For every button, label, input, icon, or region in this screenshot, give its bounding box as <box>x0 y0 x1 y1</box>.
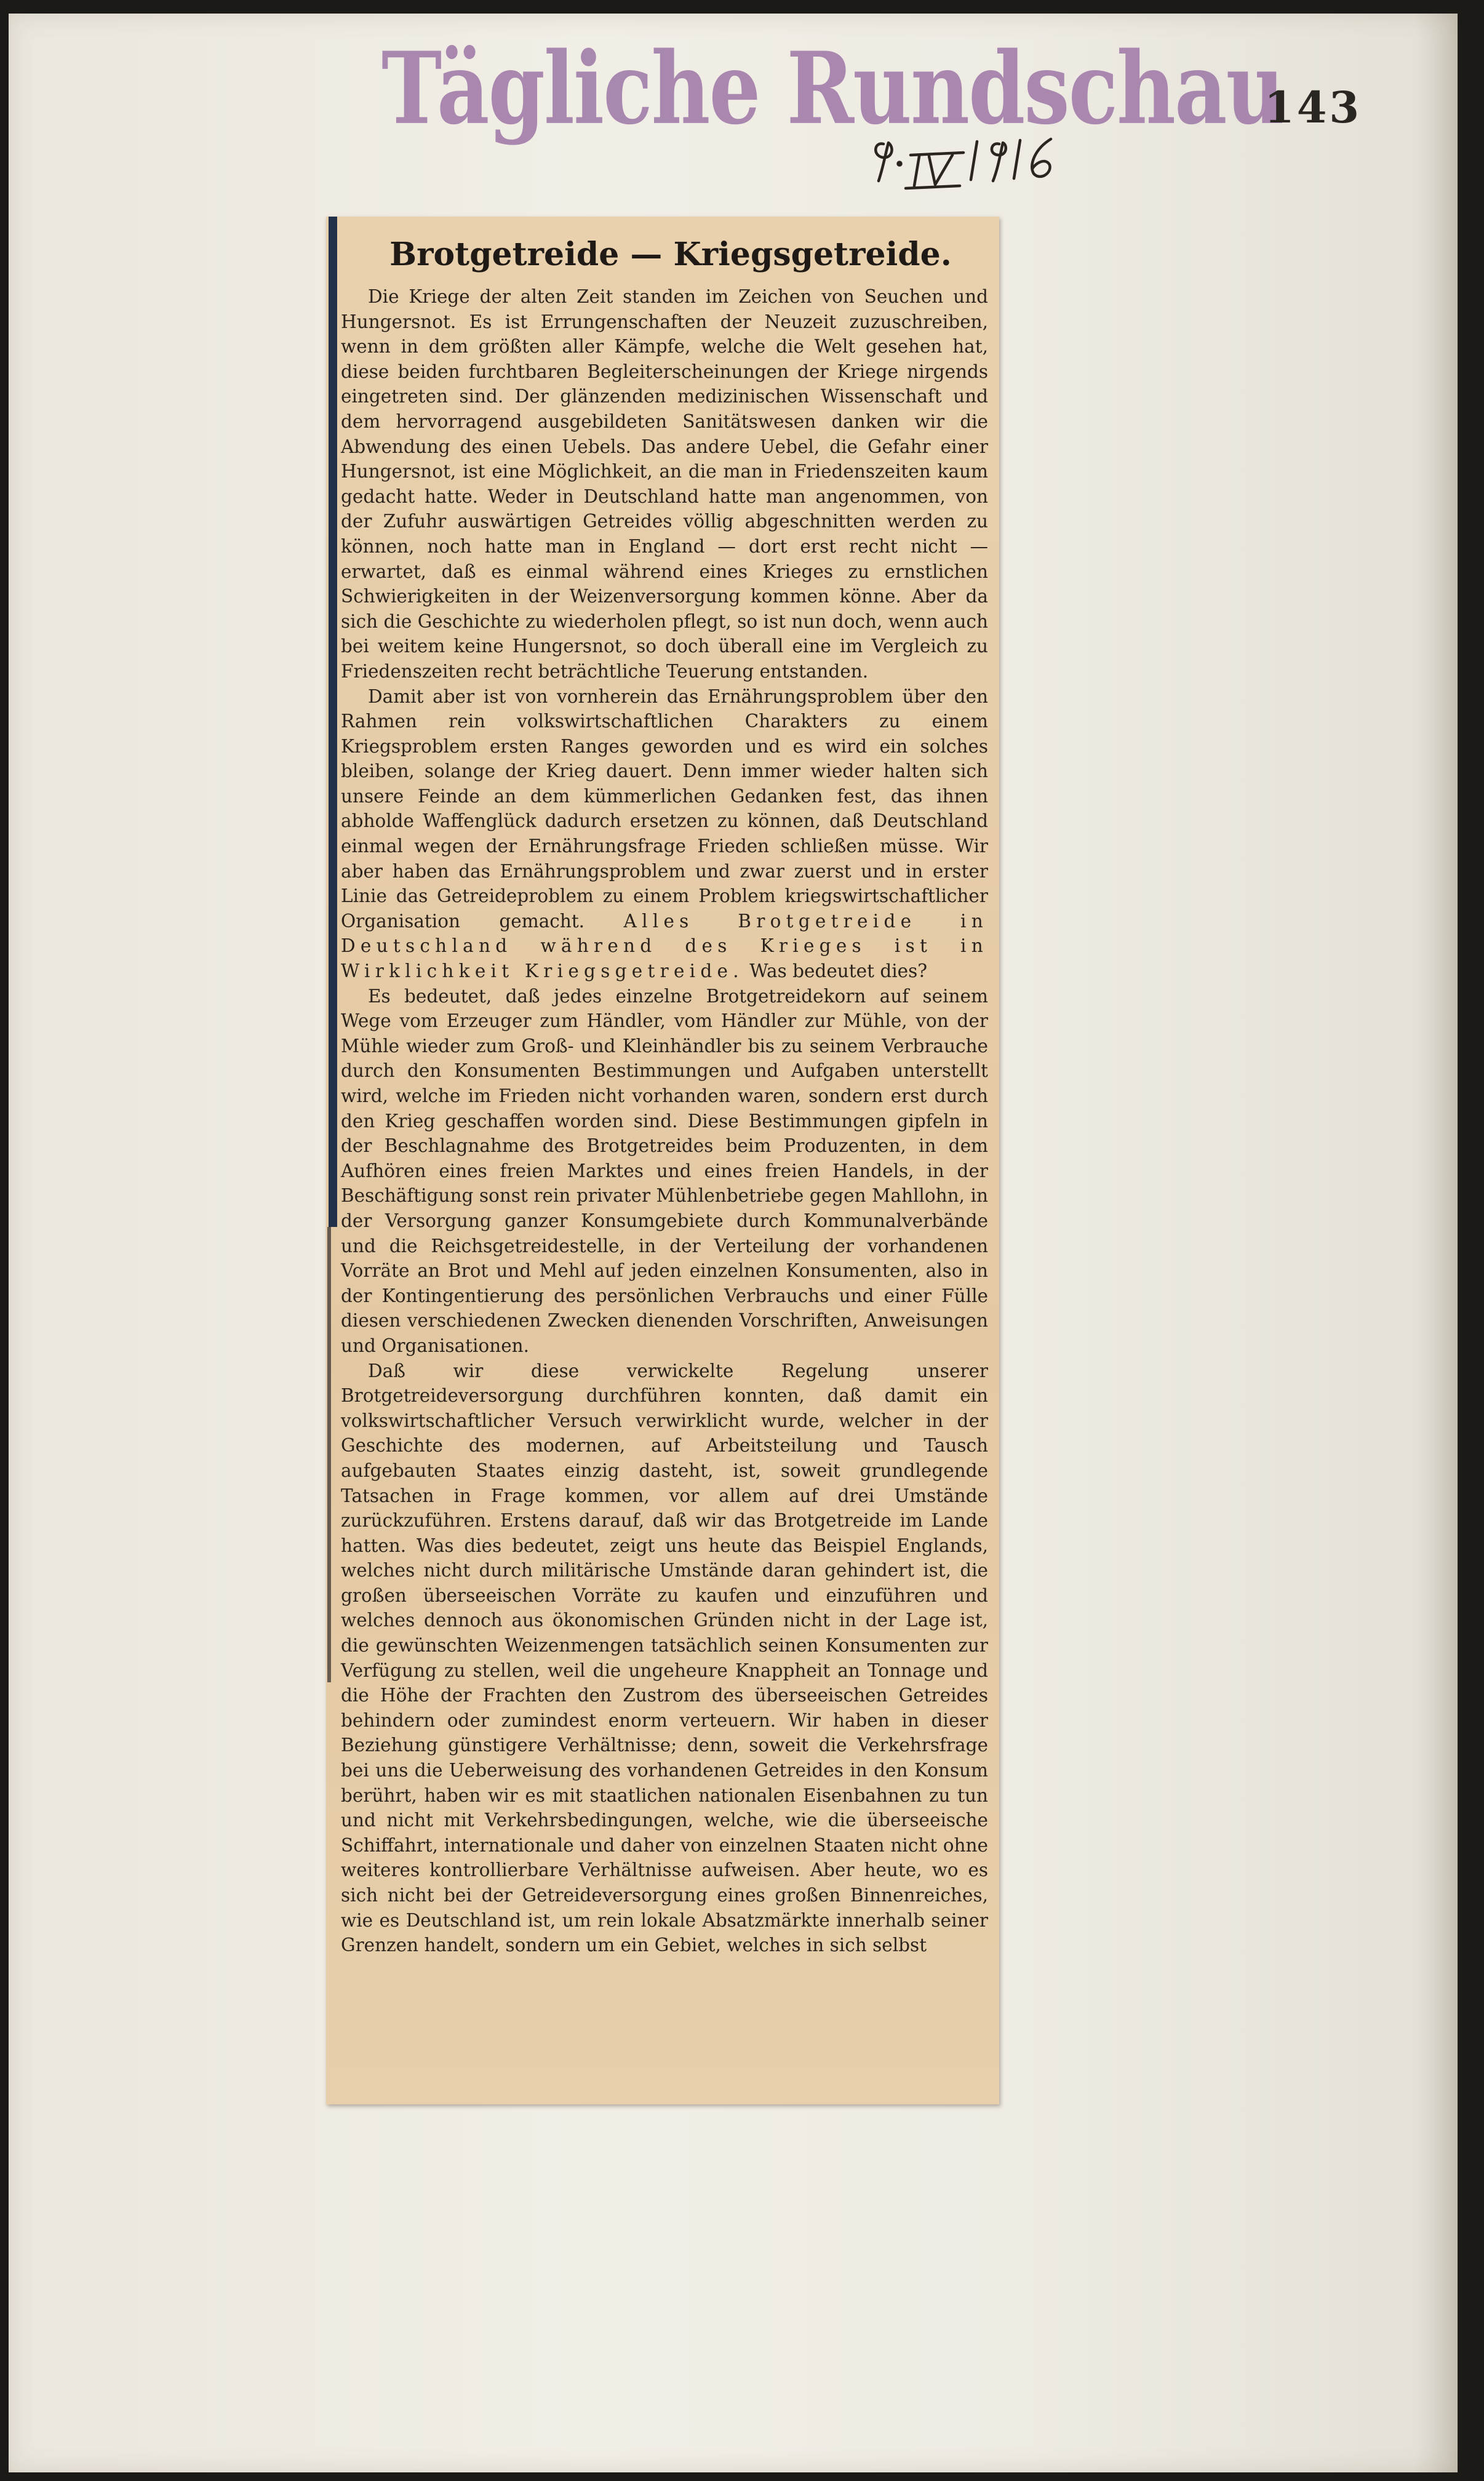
article-paragraph <box>341 684 988 984</box>
article-paragraph: Es bedeutet, daß jedes einzelne Brotgetreidekorn auf seinem Wege vom Erzeuger zum Händler, vom Händler zur Mühle, von der Mühle wieder zum Groß- und Kleinhändler bis zu seinem Verbrauche durch den Konsumenten Bestimmungen und Aufgaben unterstellt wird, welche im Frieden nicht vorhanden waren, sondern erst durch den Krieg geschaffen worden sind. Diese Bestimmungen gipfeln in der Beschlagnahme des Brotgetreides beim Produzenten, in dem Aufhören eines freien Marktes und eines freien Handels, in der Beschäftigung sonst rein privater Mühlenbetriebe gegen Mahllohn, in der Versorgung ganzer Konsumgebiete durch Kommunalverbände und die Reichsgetreidestelle, in der Verteilung der vorhandenen Vorräte an Brot und Mehl auf jeden einzelnen Konsumenten, also in der Kontingentierung des persönlichen Verbrauchs und einer Fülle diesen verschiedenen Zwecken dienenden Vorschriften, Anweisungen und Organisationen. <box>341 985 988 1356</box>
handwritten-date <box>868 117 1101 209</box>
article-text: Damit aber ist von vornherein das Ernährungsproblem über den Rahmen rein volkswirtschaftlichen Charakters zu einem Kriegsproblem ersten Ranges geworden und es wird ein solches bleiben, solange der Krieg dauert. Denn immer wieder halten sich unsere Feinde an dem kümmerlichen Gedanken fest, das ihnen abholde Waffenglück dadurch ersetzen zu können, daß Deutschland einmal wegen der Ernährungsfrage Frieden schließen müsse. Wir aber haben das Ernährungsproblem und zwar zuerst und in erster Linie das Getreideproblem zu einem Problem kriegswirtschaftlicher Organisation gemacht. <box>341 685 988 932</box>
article-paragraph: Die Kriege der alten Zeit standen im Zeichen von Seuchen und Hungersnot. Es ist Errungenschaften der Neuzeit zuzuschreiben, wenn in dem größten aller Kämpfe, welche die Welt gesehen hat, diese beiden furchtbaren Begleiterscheinungen der Kriege nirgends eingetreten sind. Der glänzenden medizinischen Wissenschaft und dem hervorragend ausgebildeten Sanitätswesen danken wir die Abwendung des einen Uebels. Das andere Uebel, die Gefahr einer Hungersnot, ist eine Möglichkeit, an die man in Friedenszeiten kaum gedacht hatte. Weder in Deutschland hatte man angenommen, von der Zufuhr auswärtigen Getreides völlig abgeschnitten werden zu können, noch hatte man in England — dort erst recht nicht — erwartet, daß es einmal während eines Krieges zu ernstlichen Schwierigkeiten in der Weizenversorgung kommen könne. Aber da sich die Geschichte zu wiederholen pflegt, so ist nun doch, wenn auch bei weitem keine Hungersnot, so doch überall eine im Vergleich zu Friedenszeiten recht beträchtliche Teuerung entstanden. <box>341 286 988 682</box>
article-headline: Brotgetreide — Kriegsgetreide. <box>389 236 952 273</box>
article-paragraph: Daß wir diese verwickelte Regelung unserer Brotgetreideversorgung durchführen konnten, daß damit ein volkswirtschaftlicher Versuch verwirklicht wurde, welcher in der Geschichte des modernen, auf Arbeitsteilung und Tausch aufgebauten Staates einzig dasteht, ist, soweit grundlegende Tatsachen in Frage kommen, vor allem auf drei Umstände zurückzuführen. Erstens darauf, daß wir das Brotgetreide im Lande hatten. Was dies bedeutet, zeigt uns heute das Beispiel Englands, welches nicht durch militärische Umstände daran gehindert ist, die großen überseeischen Vorräte zu kaufen und einzuführen und welches dennoch aus ökonomischen Gründen nicht in der Lage ist, die gewünschten Weizenmengen tatsächlich seinen Konsumenten zur Verfügung zu stellen, weil die ungeheure Knappheit an Tonnage und die Höhe der Frachten den Zustrom des überseeischen Getreides behindern oder zumindest enorm verteuern. Wir haben in dieser Beziehung günstigere Verhältnisse; denn, soweit die Verkehrsfrage bei uns die Ueberweisung des vorhandenen Getreides in den Konsum berührt, haben wir es mit staatlichen nationalen Eisenbahnen zu tun und nicht mit Verkehrsbedingungen, welche, wie die überseeische Schiffahrt, internationale und daher von einzelnen Staaten nicht ohne weiteres kontrollierbare Verhältnisse aufweisen. Aber heute, wo es sich nicht bei der Getreideversorgung eines großen Binnenreiches, wie es Deutschland ist, um rein lokale Absatzmärkte innerhalb seiner Grenzen handelt, sondern um ein Gebiet, welches in sich selbst <box>341 1360 988 1956</box>
spaced-emphasis: Alles Brotgetreide in Deutschland während des Krieges ist in Wirklichkeit Kriegsgetreide. <box>341 910 988 982</box>
clipping-margin-bar <box>329 217 337 1227</box>
sheet-edge-shadow <box>1415 14 1458 2472</box>
newspaper-stamp: Tägliche Rundschau <box>381 30 1284 147</box>
newspaper-clipping <box>326 217 999 2104</box>
clipping-margin-line <box>327 1227 331 1682</box>
page-number: 143 <box>1264 82 1362 133</box>
article-body <box>341 284 988 2087</box>
article-text: Was bedeutet dies? <box>749 961 928 982</box>
